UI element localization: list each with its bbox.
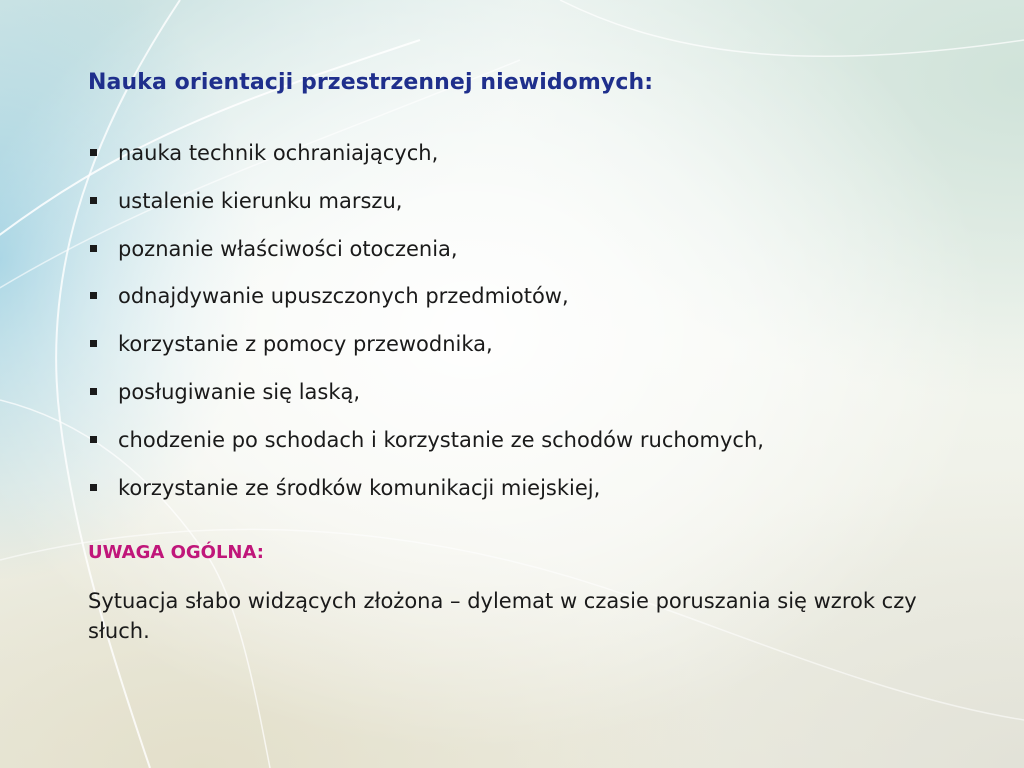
list-item <box>88 377 764 425</box>
square-bullet-icon <box>90 245 97 252</box>
square-bullet-icon <box>90 292 97 299</box>
list-item <box>88 234 764 282</box>
note-heading: UWAGA OGÓLNA: <box>88 542 264 563</box>
list-item-text: korzystanie ze środków komunikacji miejskiej, <box>118 475 601 500</box>
list-item-text: poznanie właściwości otoczenia, <box>118 236 458 261</box>
list-item-text: posługiwanie się laską, <box>118 379 361 404</box>
list-item <box>88 138 764 186</box>
list-item-text: chodzenie po schodach i korzystanie ze schodów ruchomych, <box>118 427 764 452</box>
square-bullet-icon <box>90 149 97 156</box>
list-item <box>88 425 764 473</box>
square-bullet-icon <box>90 388 97 395</box>
list-item <box>88 473 764 521</box>
square-bullet-icon <box>90 484 97 491</box>
list-item <box>88 186 764 234</box>
list-item <box>88 329 764 377</box>
list-item-text: ustalenie kierunku marszu, <box>118 188 403 213</box>
slide-title: Nauka orientacji przestrzennej niewidomych: <box>88 70 654 95</box>
square-bullet-icon <box>90 197 97 204</box>
note-text: Sytuacja słabo widzących złożona – dylemat w czasie poruszania się wzrok czy słuch. <box>88 589 917 643</box>
bullet-list <box>88 138 764 520</box>
list-item-text: odnajdywanie upuszczonych przedmiotów, <box>118 284 569 309</box>
square-bullet-icon <box>90 340 97 347</box>
list-item <box>88 281 764 329</box>
square-bullet-icon <box>90 436 97 443</box>
list-item-text: korzystanie z pomocy przewodnika, <box>118 332 493 357</box>
list-item-text: nauka technik ochraniających, <box>118 141 439 165</box>
